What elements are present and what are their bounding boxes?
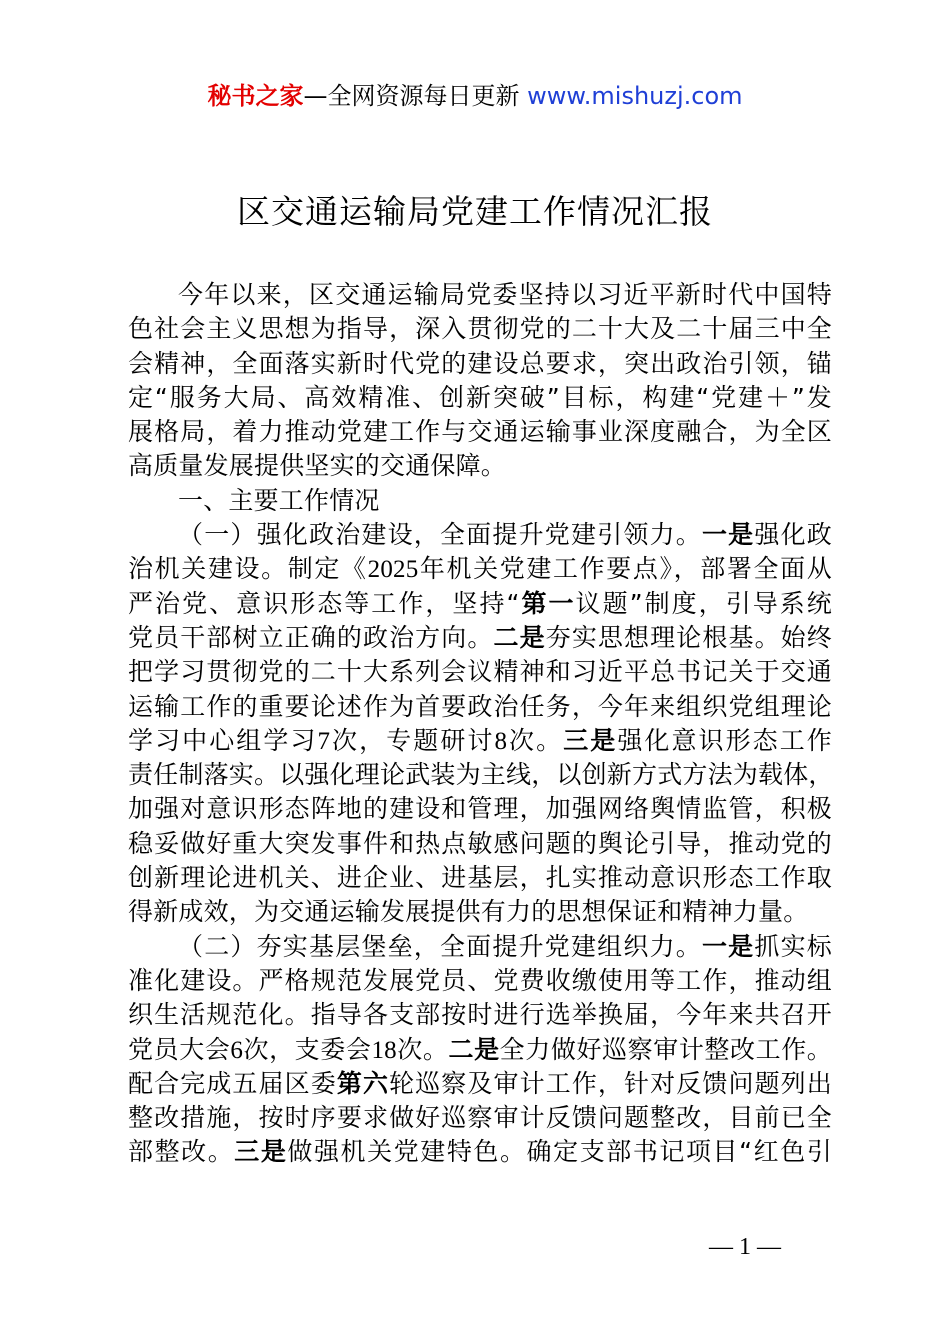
- document-title: 区交通运输局党建工作情况汇报: [237, 192, 713, 231]
- emphasis-third: 三是: [563, 725, 618, 755]
- para1-line: [128, 621, 832, 655]
- year-number: 2025: [367, 556, 419, 584]
- para1-text: 年机关党建工作要点》，部署全面从: [418, 554, 833, 584]
- emphasis-second: 二是: [493, 622, 546, 652]
- para2-line: 整改措施，按时序要求做好巡察审计反馈问题整改，目前已全: [128, 1103, 832, 1133]
- intro-line: 定“服务大局、高效精准、创新突破”目标，构建“党建＋”发: [128, 382, 832, 412]
- para1-line: [128, 552, 832, 586]
- emphasis-third: 三是: [234, 1137, 288, 1167]
- para2-subheading: （二）夯实基层堡垒，全面提升党建组织力。: [178, 931, 702, 961]
- page-number: — 1 —: [709, 1234, 781, 1260]
- para2-text: 配合完成五届区委: [128, 1068, 337, 1098]
- para2-text: 次，支委会: [243, 1034, 372, 1064]
- emphasis-first: 一是: [701, 931, 755, 961]
- para2-line: [128, 1033, 832, 1067]
- para1-line: 创新理论进机关、进企业、进基层，扎实推动意识形态工作取: [128, 863, 832, 893]
- banner-url[interactable]: www.mishuzj.com: [527, 82, 743, 110]
- para2-text: 党员大会: [128, 1034, 231, 1064]
- para2-text: 抓实标: [754, 931, 832, 961]
- count-number: 6: [230, 1036, 244, 1064]
- para2-text: 部整改。: [128, 1137, 235, 1167]
- intro-line: 今年以来，区交通运输局党委坚持以习近平新时代中国特: [178, 280, 832, 309]
- emphasis-first: 一是: [701, 520, 755, 550]
- para1-line: [128, 518, 832, 552]
- para2-line: [128, 1067, 832, 1101]
- para2-text: 次。: [396, 1034, 449, 1064]
- para1-line: 得新成效，为交通运输发展提供有力的思想保证和精神力量。: [128, 897, 809, 927]
- para2-text: 轮巡察及审计工作，针对反馈问题列出: [389, 1068, 832, 1098]
- count-number: 7: [317, 727, 331, 755]
- document-body: [128, 278, 832, 1170]
- para2-text: 做强机关党建特色。确定支部书记项目“红色引: [287, 1137, 832, 1167]
- para1-line: [128, 724, 832, 758]
- para1-text: 治机关建设。制定《: [128, 554, 368, 584]
- intro-line: 高质量发展提供坚实的交通保障。: [128, 451, 507, 481]
- banner-brand: 秘书之家: [207, 82, 304, 110]
- para1-line: 把学习贯彻党的二十大系列会议精神和习近平总书记关于交通: [128, 657, 832, 687]
- intro-line: 色社会主义思想为指导，深入贯彻党的二十大及二十届三中全: [128, 314, 832, 344]
- para1-text: 强化意识形态工作: [617, 725, 833, 755]
- para1-line: 责任制落实。以强化理论武装为主线，以创新方式方法为载体，: [128, 760, 834, 790]
- para1-text: 次，专题研讨: [330, 725, 495, 755]
- para1-text: 学习中心组学习: [128, 725, 318, 755]
- para2-line: [128, 1135, 832, 1169]
- para2-line: 织生活规范化。指导各支部按时进行选举换届，今年来共召开: [128, 1000, 832, 1030]
- para1-text: 夯实思想理论根基。始终: [545, 622, 832, 652]
- para1-line: 稳妥做好重大突发事件和热点敏感问题的舆论引导，推动党的: [128, 828, 832, 858]
- count-number: 18: [371, 1036, 397, 1064]
- para1-line: 运输工作的重要论述作为首要政治任务，今年来组织党组理论: [128, 691, 832, 721]
- intro-line: 展格局，着力推动党建工作与交通运输事业深度融合，为全区: [128, 417, 832, 447]
- para1-text: 次。: [507, 725, 564, 755]
- para1-text: 强化政: [754, 520, 832, 550]
- para1-text: 党员干部树立正确的政治方向。: [128, 622, 494, 652]
- para1-subheading: （一）强化政治建设，全面提升党建引领力。: [178, 520, 702, 550]
- para2-text: 全力做好巡察审计整改工作。: [499, 1034, 833, 1064]
- site-banner: [0, 80, 950, 112]
- para1-line: 加强对意识形态阵地的建设和管理，加强网络舆情监管，积极: [128, 794, 832, 824]
- emphasis-sixth: 第六: [336, 1068, 390, 1098]
- para2-line: [128, 930, 832, 964]
- emphasis-first-topic: 第一: [519, 588, 576, 618]
- banner-slogan: —全网资源每日更新: [303, 82, 520, 110]
- para1-line: [128, 587, 832, 621]
- para2-line: 准化建设。严格规范发展党员、党费收缴使用等工作，推动组: [128, 965, 832, 995]
- para1-text: 议题”制度，引导系统: [575, 588, 833, 618]
- intro-line: 会精神，全面落实新时代党的建设总要求，突出政治引领，锚: [128, 348, 832, 378]
- count-number: 8: [494, 727, 508, 755]
- section-heading: 一、主要工作情况: [178, 485, 380, 515]
- emphasis-second: 二是: [448, 1034, 500, 1064]
- para1-text: 严治党、意识形态等工作，坚持“: [128, 588, 520, 618]
